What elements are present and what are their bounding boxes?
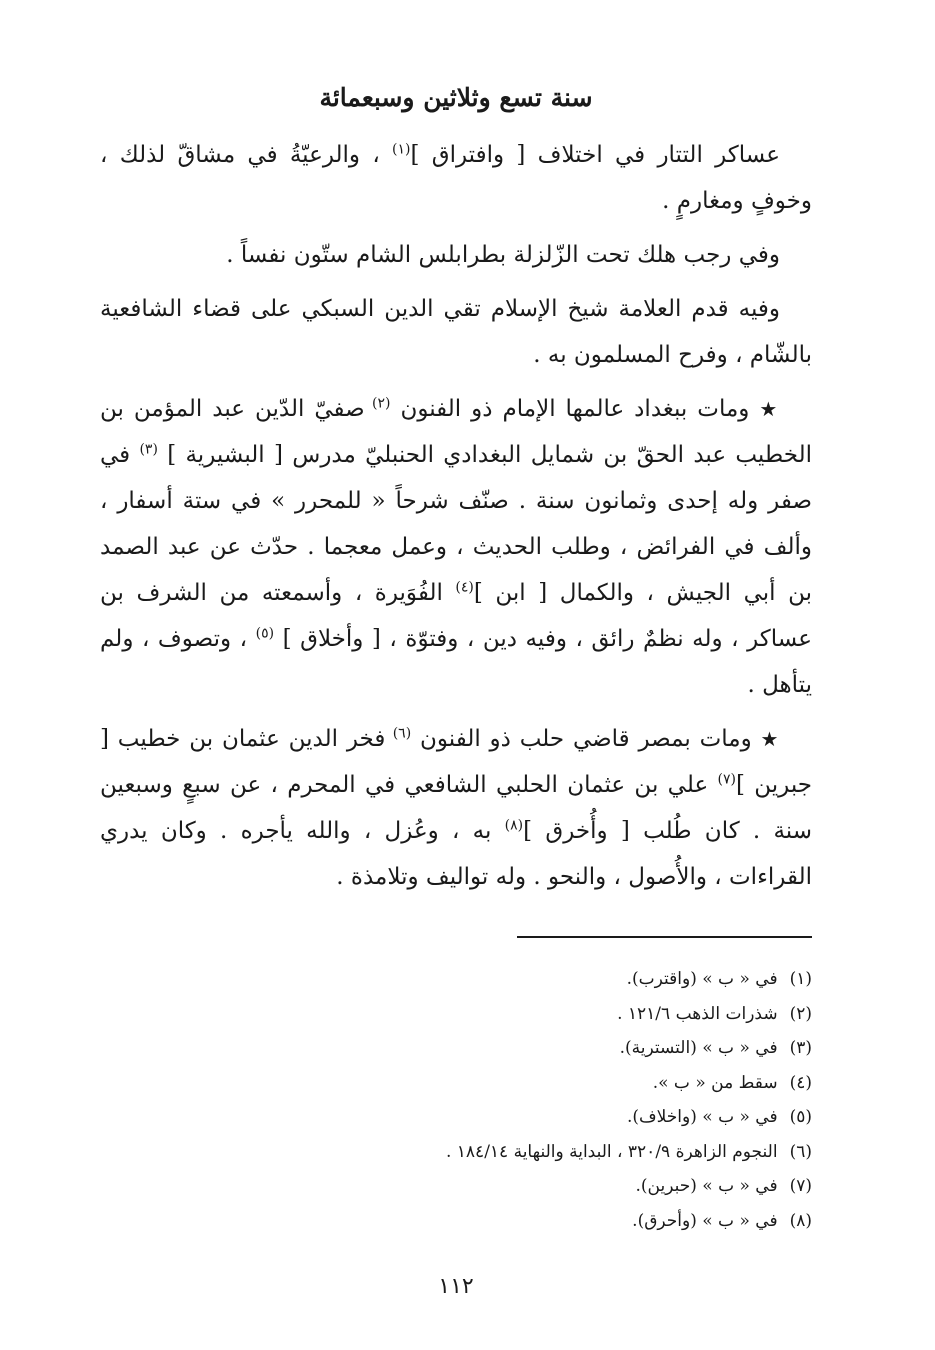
footnote-ref: (١) xyxy=(392,141,411,158)
footnote-number: (٨) xyxy=(789,1210,812,1231)
star-icon: ★ xyxy=(759,397,780,421)
paragraph-2: وفي رجب هلك تحت الزّلزلة بطرابلس الشام ستّون نفساً . xyxy=(226,242,780,268)
paragraph-text: صفيّ الدّين عبد المؤمن بن الخطيب عبد الحقّ بن شمايل البغدادي الحنبليّ مدرس [ البشيرية ] xyxy=(100,396,812,468)
footnote xyxy=(100,1204,812,1239)
paragraph-text: فخر الدين عثمان بن خطيب [ جبرين ] xyxy=(100,726,812,798)
footnote-number: (٥) xyxy=(789,1107,812,1127)
paragraph-text: به ، وعُزل ، والله يأجره . وكان يدري القراءات ، والأُصول ، والنحو . وله تواليف وتلامذة . xyxy=(100,818,812,890)
paragraph-text: علي بن عثمان الحلبي الشافعي في المحرم ، عن سبعٍ وسبعين سنة . كان طُلب [ وأُخرق ] xyxy=(100,772,812,844)
footnote-ref: (٦) xyxy=(392,725,412,742)
footnote-text: في « ب » (واخلاف). xyxy=(626,1107,778,1127)
footnote-text: في « ب » (وأحرق). xyxy=(632,1210,778,1231)
footnote-ref: (٧) xyxy=(717,771,736,788)
page-number: ١١٢ xyxy=(438,1274,474,1299)
paragraph-5 xyxy=(100,716,812,900)
footnote-number: (٦) xyxy=(789,1141,812,1162)
footnote-ref: (٤) xyxy=(455,579,474,596)
paragraph-4 xyxy=(100,386,812,708)
footnote xyxy=(100,1169,812,1204)
footnote-ref: (٨) xyxy=(504,817,524,834)
paragraph-text: ، وتصوف ، ولم يتأهل . xyxy=(100,626,812,698)
paragraph-text: ومات بمصر قاضي حلب ذو الفنون xyxy=(411,726,761,752)
footnote xyxy=(100,1100,812,1135)
footnote-ref: (٢) xyxy=(372,395,391,412)
footnote xyxy=(100,1031,812,1066)
footnote xyxy=(100,1066,812,1101)
footnote-text: في « ب » (واقترب). xyxy=(626,969,778,989)
star-icon: ★ xyxy=(760,727,780,751)
footnote-text: شذرات الذهب ١٢١/٦ . xyxy=(617,1003,778,1024)
footnote-number: (٢) xyxy=(789,1003,812,1024)
footnote-ref: (٥) xyxy=(255,625,275,642)
footnote-number: (٣) xyxy=(789,1038,812,1058)
footnote-text: في « ب » (التسترية). xyxy=(619,1038,778,1058)
paragraph-3: وفيه قدم العلامة شيخ الإسلام تقي الدين السبكي على قضاء الشافعية بالشّام ، وفرح المسلمون به . xyxy=(100,296,812,368)
footnote-text: النجوم الزاهرة ٣٢٠/٩ ، البداية والنهاية ١٨٤/١٤ . xyxy=(445,1141,778,1162)
footnote-list xyxy=(100,962,812,1238)
paragraph-text: الفُوَيرة ، وأسمعته من الشرف بن عساكر ، وله نظمٌ رائق ، وفيه دين ، وفتوّة ، [ وأخلاق ] xyxy=(100,580,812,652)
footnote-ref: (٣) xyxy=(139,441,158,458)
paragraph-1 xyxy=(100,132,812,224)
footnote-number: (١) xyxy=(789,969,812,989)
footnote xyxy=(100,997,812,1032)
footnote-text: في « ب » (حبرين). xyxy=(635,1176,778,1196)
page-title: سنة تسع وثلاثين وسبعمائة xyxy=(319,83,593,112)
footnote-number: (٤) xyxy=(789,1072,812,1093)
footnote-number: (٧) xyxy=(789,1176,812,1196)
paragraph-text: في صفر وله إحدى وثمانون سنة . صنّف شرحاً « للمحرر » في ستة أسفار ، وألف في الفرائض ، وطلب الحديث ، وعمل معجما . حدّث عن عبد الصمد بن أبي الجيش ، والكمال [ ابن ] xyxy=(100,442,812,606)
footnote xyxy=(100,962,812,997)
footnote-text: سقط من « ب ». xyxy=(652,1072,778,1093)
footnote xyxy=(100,1135,812,1170)
paragraph-text: ، والرعيّةُ في مشاقّ لذلك ، وخوفٍ ومغارمٍ . xyxy=(100,142,812,214)
document-page xyxy=(100,78,812,1299)
footnote-divider xyxy=(517,936,812,938)
paragraph-text: عساكر التتار في اختلاف [ وافتراق ] xyxy=(410,142,780,168)
paragraph-text: ومات ببغداد عالمها الإمام ذو الفنون xyxy=(390,396,760,422)
